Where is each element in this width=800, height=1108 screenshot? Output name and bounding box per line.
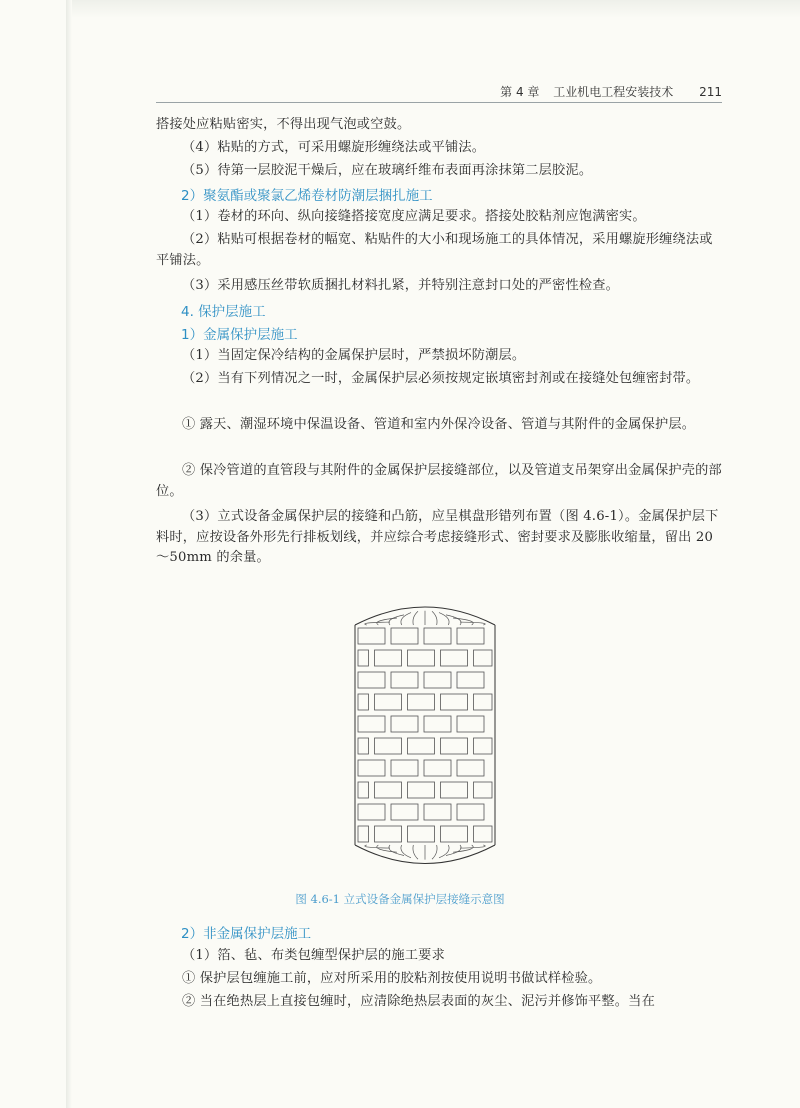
seam-panel (375, 782, 402, 798)
seam-panel (358, 628, 385, 644)
paragraph: ② 保冷管道的直管段与其附件的金属保护层接缝部位，以及管道支吊架穿出金属保护壳的部位。 (156, 463, 722, 499)
seam-panel (457, 760, 484, 776)
seam-panel (474, 782, 493, 798)
seam-panel (441, 694, 468, 710)
paragraph: ① 保护层包缠施工前，应对所采用的胶粘剂按使用说明书做试样检验。 (182, 971, 602, 986)
seam-panel (441, 826, 468, 842)
seam-panel (408, 650, 435, 666)
page-edge-left (66, 0, 72, 1108)
seam-panel (391, 628, 418, 644)
seam-panel (375, 826, 402, 842)
paragraph: （2）当有下列情况之一时，金属保护层必须按规定嵌填密封剂或在接缝处包缠密封带。 (182, 371, 700, 386)
paragraph: （3）立式设备金属保护层的接缝和凸筋，应呈棋盘形错列布置（图 4.6-1）。金属保护层下料时，应按设备外形先行排板划线，并应综合考虑接缝形式、密封要求及膨胀收缩量，留出 20～50mm 的余量。 (156, 509, 719, 565)
paragraph: （4）粘贴的方式，可采用螺旋形缠绕法或平铺法。 (182, 140, 486, 155)
seam-panel (424, 760, 451, 776)
seam-panel (391, 760, 418, 776)
paragraph: （2）粘贴可根据卷材的幅宽、粘贴件的大小和现场施工的具体情况，采用螺旋形缠绕法或平铺法。 (156, 232, 713, 268)
seam-panel (358, 826, 369, 842)
head-seam-line (389, 845, 404, 855)
seam-panel (408, 694, 435, 710)
head-seam-line (377, 618, 397, 625)
head-seam-line (377, 845, 397, 852)
head-seam-line (453, 618, 473, 625)
running-header (156, 80, 722, 103)
head-seam-line (446, 845, 461, 855)
seam-panel (457, 716, 484, 732)
seam-panel (358, 672, 385, 688)
head-seam-line (439, 613, 449, 625)
paragraph: ② 当在绝热层上直接包缠时，应清除绝热层表面的灰尘、泥污并修饰平整。当在 (182, 994, 655, 1009)
seam-panel (474, 738, 493, 754)
head-seam-line (413, 611, 418, 625)
paragraph: 搭接处应粘贴密实，不得出现气泡或空鼓。 (156, 117, 411, 132)
section-heading: 1）金属保护层施工 (181, 327, 298, 343)
seam-panel (424, 672, 451, 688)
section-heading: 4. 保护层施工 (181, 304, 266, 320)
section-heading: 2）非金属保护层施工 (181, 926, 312, 942)
seam-panel (358, 716, 385, 732)
header-chapter: 第 4 章 (500, 85, 540, 99)
head-seam-line (401, 613, 411, 625)
paragraph: （5）待第一层胶泥干燥后，应在玻璃纤维布表面再涂抹第二层胶泥。 (182, 163, 593, 178)
header-title: 工业机电工程安装技术 (553, 85, 674, 99)
seam-panel (474, 650, 493, 666)
head-seam-line (401, 845, 411, 858)
seam-panel (408, 826, 435, 842)
seam-panel (358, 650, 369, 666)
seam-panel (375, 738, 402, 754)
head-seam-line (413, 845, 418, 859)
vessel-figure (340, 597, 510, 877)
seam-panel (441, 650, 468, 666)
seam-panel (457, 628, 484, 644)
seam-panel (358, 760, 385, 776)
seam-panel (391, 716, 418, 732)
seam-panel (358, 782, 369, 798)
paragraph: （1）箔、毡、布类包缠型保护层的施工要求 (182, 948, 445, 963)
seam-panel (457, 804, 484, 820)
seam-panel (424, 804, 451, 820)
head-seam-line (432, 845, 437, 859)
head-seam-line (439, 845, 449, 858)
seam-panel (391, 672, 418, 688)
page-edge-top (68, 0, 800, 18)
seam-panel (375, 650, 402, 666)
paragraph: （1）当固定保冷结构的金属保护层时，严禁损坏防潮层。 (182, 348, 526, 363)
paragraph: （3）采用感压丝带软质捆扎材料扎紧，并特别注意封口处的严密性检查。 (182, 278, 619, 293)
head-seam-line (389, 615, 404, 625)
seam-panel (408, 738, 435, 754)
seam-panel (408, 782, 435, 798)
paragraph: ① 露天、潮湿环境中保温设备、管道和室内外保冷设备、管道与其附件的金属保护层。 (182, 417, 696, 432)
seam-panel (441, 782, 468, 798)
head-seam-line (446, 615, 461, 625)
page-number: 211 (699, 85, 722, 99)
seam-panel (474, 826, 493, 842)
seam-panel (358, 694, 369, 710)
head-seam-line (453, 845, 473, 852)
seam-panel (474, 694, 493, 710)
seam-panel (441, 738, 468, 754)
seam-panel (358, 804, 385, 820)
seam-panel (457, 672, 484, 688)
head-seam-line (432, 611, 437, 625)
seam-panel (358, 738, 369, 754)
seam-panel (424, 716, 451, 732)
section-heading: 2）聚氨酯或聚氯乙烯卷材防潮层捆扎施工 (181, 188, 433, 204)
seam-panel (424, 628, 451, 644)
figure-caption: 图 4.6-1 立式设备金属保护层接缝示意图 (295, 892, 505, 906)
seam-panel (375, 694, 402, 710)
seam-panel (391, 804, 418, 820)
vessel-jacket-diagram (340, 597, 510, 873)
paragraph: （1）卷材的环向、纵向接缝搭接宽度应满足要求。搭接处胶粘剂应饱满密实。 (182, 209, 646, 224)
